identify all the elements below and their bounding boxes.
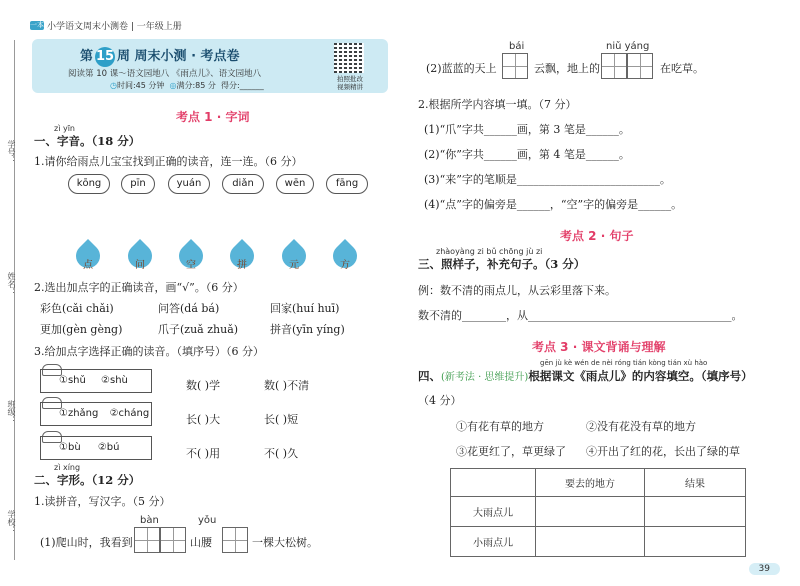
- brand-badge: 一本: [30, 21, 44, 29]
- q4-title-post: 根据课文《雨点儿》的内容填空。（填序号）: [528, 369, 753, 383]
- q4-title-pre: 四、: [418, 369, 441, 383]
- writing-grid[interactable]: [134, 527, 160, 553]
- tone-pair[interactable]: 爪子(zuǎ zhuǎ): [158, 323, 239, 336]
- q4-pinyin: gēn jù kè wén de nèi róng tián kòng tián xù hào: [540, 359, 708, 367]
- writing-grid[interactable]: [160, 527, 186, 553]
- pinyin-hint: bàn: [140, 515, 159, 526]
- line1-mid: 山腰: [190, 536, 212, 549]
- week-prefix: 第: [80, 49, 94, 64]
- line2-post: 在吃草。: [660, 62, 704, 75]
- writing-grid[interactable]: [502, 53, 528, 79]
- q2-pinyin: zì xíng: [54, 463, 81, 472]
- q4-option: ①有花有草的地方: [456, 420, 544, 433]
- q4-points: （4 分）: [418, 394, 462, 407]
- tone-pair[interactable]: 更加(gèn gèng): [40, 323, 123, 336]
- stroke-fill[interactable]: (2)“你”字共______画，第 4 笔是______。: [424, 148, 630, 161]
- raindrop-char[interactable]: 元: [289, 260, 299, 271]
- writing-grid[interactable]: [627, 53, 653, 79]
- side-label-school: 学校：: [7, 510, 16, 534]
- side-label-id: 学号：: [7, 140, 16, 164]
- q1-sub3: 3.给加点字选择正确的读音。（填序号）（6 分）: [34, 345, 264, 358]
- table-header: 结果: [645, 469, 746, 497]
- line2-mid: 云飘，地上的: [534, 62, 600, 75]
- table-answer-cell[interactable]: [536, 527, 645, 557]
- writing-grid[interactable]: [222, 527, 248, 553]
- q1-sub2: 2.选出加点字的正确读音，画“√”。（6 分）: [34, 281, 244, 294]
- kp3-title: 考点 3 · 课文背诵与理解: [532, 340, 666, 354]
- pinyin-hint: bái: [509, 41, 525, 52]
- star-icon: ◎: [169, 81, 177, 90]
- page-number: 39: [749, 563, 780, 575]
- pinyin-bubble[interactable]: wēn: [276, 174, 314, 194]
- q4-option: ③花更红了，草更绿了: [456, 445, 566, 458]
- choice-b[interactable]: ②cháng: [109, 408, 150, 419]
- q1-pinyin: zì yīn: [54, 124, 75, 133]
- week-number: 15: [95, 47, 115, 67]
- q3-example: 例：数不清的雨点儿，从云彩里落下来。: [418, 284, 616, 297]
- line1-pre: (1)爬山时，我看到: [40, 536, 133, 549]
- choice-box: [40, 402, 152, 426]
- raindrop-char[interactable]: 点: [83, 260, 93, 271]
- tone-pair[interactable]: 回家(huí huī): [270, 302, 340, 315]
- q3-title: 三、照样子，补充句子。（3 分）: [418, 257, 586, 271]
- scope-text: 阅读第 10 课～语文园地八 《雨点儿》、语文园地八: [68, 69, 262, 79]
- table-answer-cell[interactable]: [645, 527, 746, 557]
- stroke-fill[interactable]: (3)“来”字的笔顺是__________________________。: [424, 173, 671, 186]
- q4-option: ②没有花没有草的地方: [586, 420, 696, 433]
- header-meta: [110, 80, 264, 91]
- pinyin-bubble[interactable]: fāng: [326, 174, 368, 194]
- choice-b[interactable]: ②shù: [101, 375, 128, 386]
- page-title: [80, 45, 240, 67]
- brand-text: 小学语文周末小测卷 | 一年级上册: [47, 22, 182, 32]
- qr-caption: 拍照批改 视频精讲: [337, 75, 363, 91]
- table-answer-cell[interactable]: [645, 497, 746, 527]
- fill-cell[interactable]: 长( )大: [186, 413, 221, 426]
- clock-icon: ◷: [110, 81, 117, 90]
- choice-b[interactable]: ②bú: [97, 442, 120, 453]
- table-row-label: 大雨点儿: [451, 497, 536, 527]
- raindrop-char[interactable]: 方: [340, 260, 350, 271]
- pinyin-bubble[interactable]: kōng: [68, 174, 110, 194]
- pinyin-bubble[interactable]: diǎn: [222, 174, 264, 194]
- kp1-title: 考点 1 · 字词: [176, 110, 250, 124]
- tone-pair[interactable]: 问答(dá bá): [158, 302, 220, 315]
- choice-a[interactable]: ①shǔ: [59, 375, 86, 386]
- choice-box: [40, 436, 152, 460]
- q4-option: ④开出了红的花，长出了绿的草: [586, 445, 740, 458]
- table-row-label: 小雨点儿: [451, 527, 536, 557]
- side-label-name: 姓名：: [7, 272, 16, 296]
- stroke-fill[interactable]: (4)“点”字的偏旁是______，“空”字的偏旁是______。: [424, 198, 683, 211]
- score-text: 得分:______: [221, 81, 264, 90]
- qr-pattern: [334, 43, 364, 73]
- fill-cell[interactable]: 长( )短: [264, 413, 299, 426]
- choice-box: [40, 369, 152, 393]
- fill-cell[interactable]: 不( )用: [186, 447, 221, 460]
- full-score-text: 满分:85 分: [176, 81, 216, 90]
- q2-sub1: 1.读拼音，写汉字。（5 分）: [34, 495, 171, 508]
- line1-post: 一棵大松树。: [252, 536, 318, 549]
- writing-grid[interactable]: [601, 53, 627, 79]
- raindrop-char[interactable]: 空: [186, 260, 196, 271]
- q1-title: 一、字音。（18 分）: [34, 134, 141, 148]
- pinyin-bubble[interactable]: yuán: [168, 174, 210, 194]
- pinyin-hint: niǔ yáng: [606, 41, 650, 52]
- table-header: 要去的地方: [536, 469, 645, 497]
- tone-pair[interactable]: 拼音(yīn yíng): [270, 323, 345, 336]
- new-method-tag: (新考法 · 思维提升): [441, 372, 529, 383]
- stroke-fill[interactable]: (1)“爪”字共______画，第 3 笔是______。: [424, 123, 630, 136]
- binding-line: [14, 40, 15, 560]
- choice-a[interactable]: ①zhǎng: [59, 408, 99, 419]
- raindrop-char[interactable]: 问: [135, 260, 145, 271]
- q2-title: 二、字形。（12 分）: [34, 473, 141, 487]
- kp2-title: 考点 2 · 句子: [560, 229, 634, 243]
- q2-sub2: 2.根据所学内容填一填。（7 分）: [418, 98, 577, 111]
- q4-table: [450, 468, 746, 557]
- q1-sub1: 1.请你给雨点儿宝宝找到正确的读音，连一连。（6 分）: [34, 155, 303, 168]
- side-label-class: 班级：: [7, 400, 16, 424]
- table-answer-cell[interactable]: [536, 497, 645, 527]
- fill-cell[interactable]: 数( )不清: [264, 379, 310, 392]
- q4-title: [418, 368, 753, 384]
- week-suffix: 周 周末小测 · 考点卷: [117, 49, 240, 64]
- raindrop-char[interactable]: 拼: [237, 260, 247, 271]
- table-header: [451, 469, 536, 497]
- pinyin-hint: yǒu: [198, 515, 217, 526]
- q3-task[interactable]: 数不清的________，从_____________________________________。: [418, 309, 743, 322]
- pinyin-bubble[interactable]: pīn: [121, 174, 155, 194]
- fill-cell[interactable]: 不( )久: [264, 447, 299, 460]
- time-text: 时间:45 分钟: [116, 81, 165, 90]
- q3-pinyin: zhàoyàng zi bǔ chōng jù zi: [436, 247, 543, 256]
- fill-cell[interactable]: 数( )学: [186, 379, 221, 392]
- tone-pair[interactable]: 彩色(cǎi chǎi): [40, 302, 114, 315]
- line2-pre: (2)蓝蓝的天上: [426, 62, 497, 75]
- choice-a[interactable]: ①bù: [59, 442, 81, 453]
